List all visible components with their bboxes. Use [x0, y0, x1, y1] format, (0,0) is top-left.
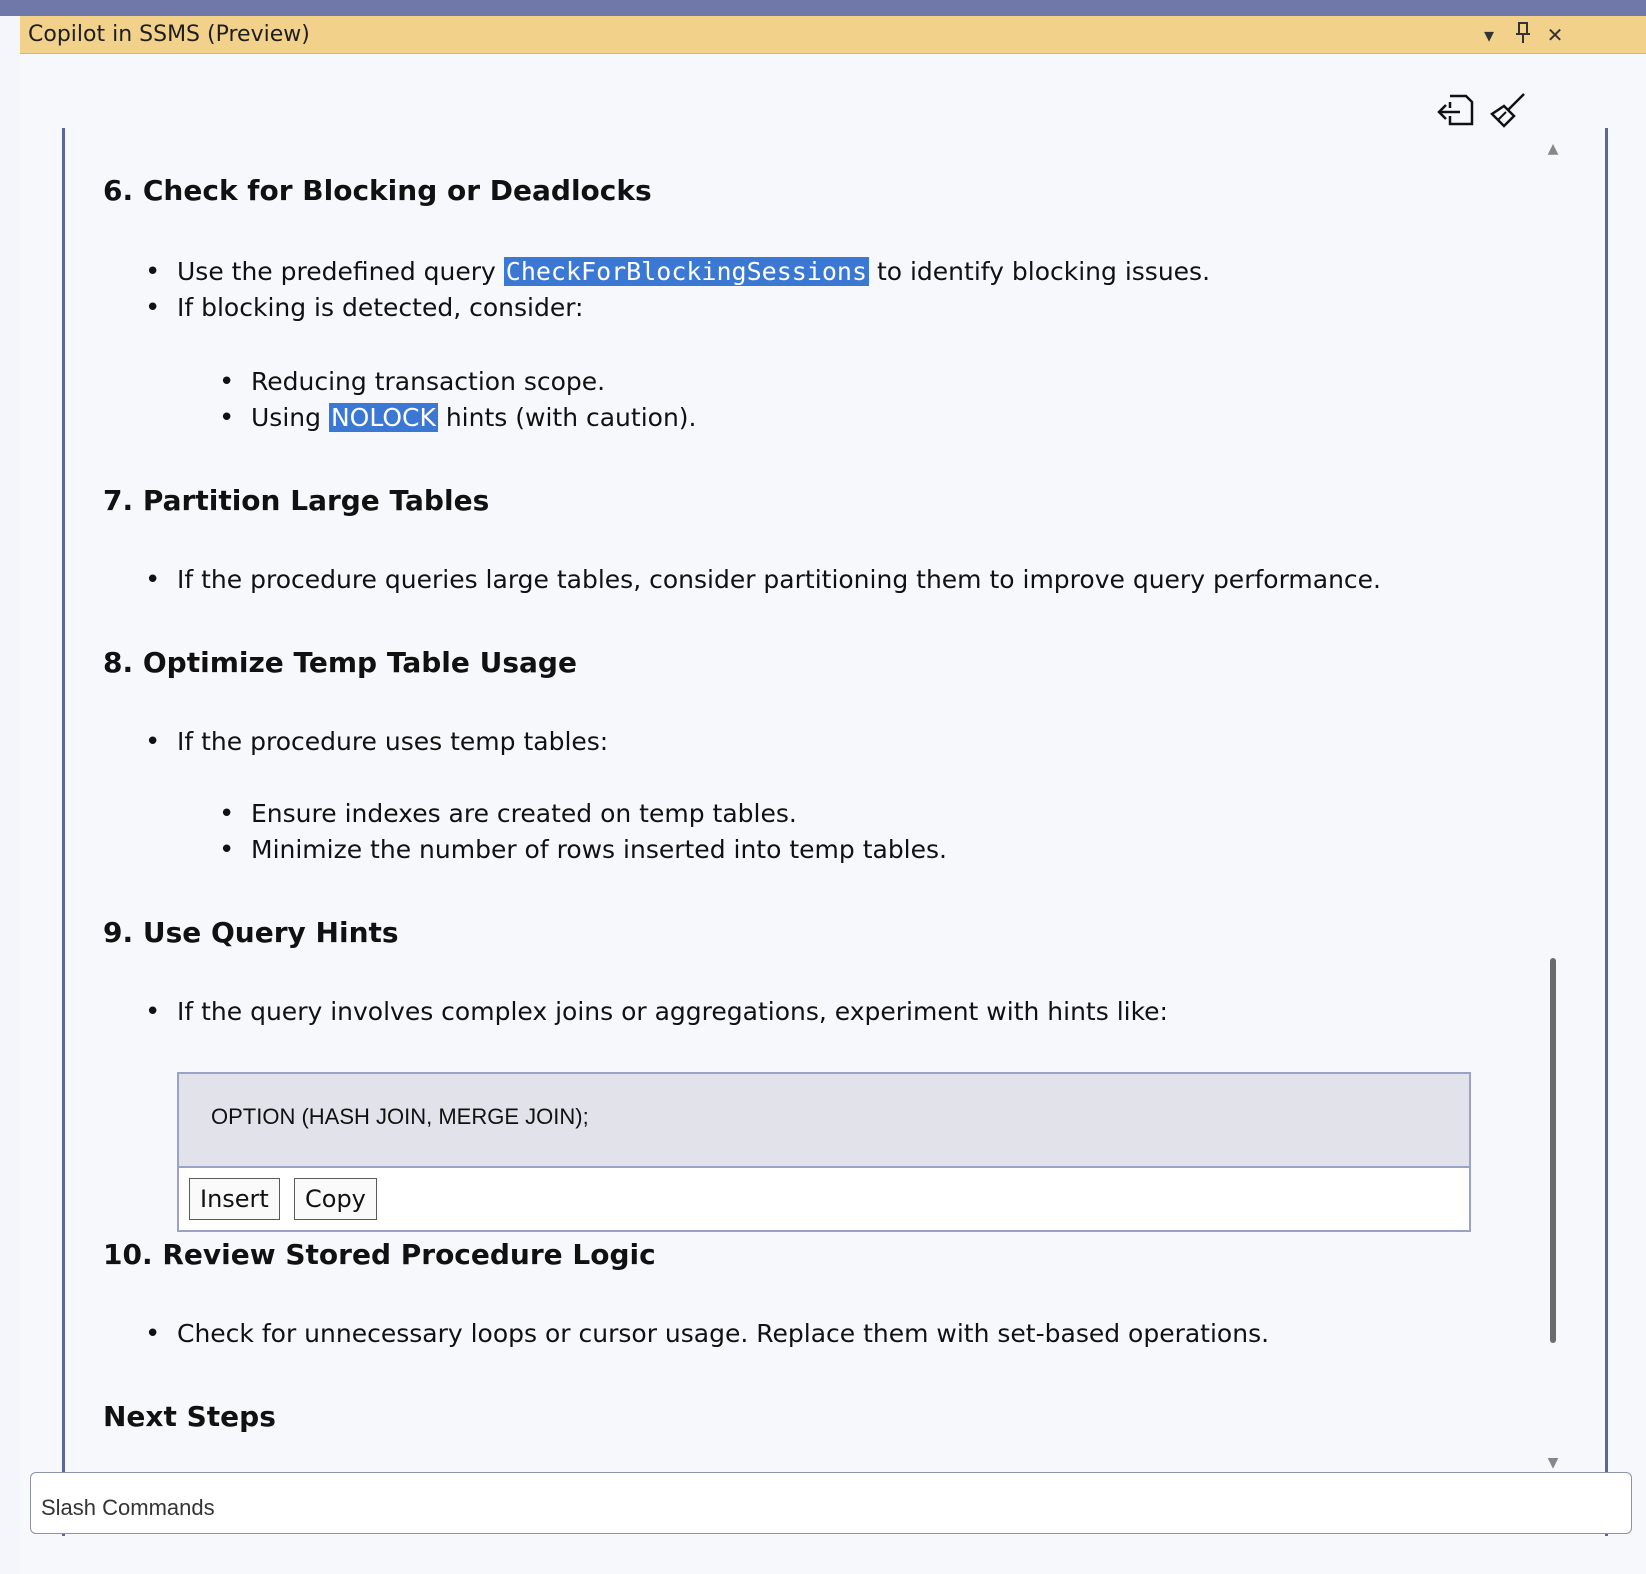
sub-list-item	[251, 402, 696, 434]
sub-list-item: • Ensure indexes are created on temp tables.	[251, 798, 797, 830]
vertical-scrollbar[interactable]	[1542, 128, 1564, 1548]
scroll-up-icon[interactable]: ▲	[1547, 141, 1559, 157]
section-heading: 9. Use Query Hints	[103, 916, 399, 949]
export-icon[interactable]	[1436, 88, 1480, 132]
tool-window-titlebar[interactable]	[20, 16, 1646, 54]
list-item-text: to identify blocking issues.	[869, 257, 1211, 286]
section-heading: 7. Partition Large Tables	[103, 484, 490, 517]
list-item-text: hints (with caution).	[437, 403, 697, 432]
section-heading: 10. Review Stored Procedure Logic	[103, 1238, 656, 1271]
list-item: • If the procedure queries large tables, consider partitioning them to improve query performance.	[177, 564, 1381, 596]
chat-input-placeholder: Slash Commands	[41, 1495, 215, 1520]
export-icon-graphic	[1436, 88, 1480, 132]
pin-icon[interactable]	[1510, 22, 1536, 48]
copy-button[interactable]: Copy	[294, 1178, 377, 1220]
list-item: • If the query involves complex joins or aggregations, experiment with hints like:	[177, 996, 1168, 1028]
inline-code: CheckForBlockingSessions	[505, 257, 867, 286]
chat-input[interactable]	[30, 1472, 1632, 1534]
list-item: • Check for unnecessary loops or cursor usage. Replace them with set-based operations.	[177, 1318, 1269, 1350]
list-item-text: Using	[251, 403, 329, 432]
section-heading: 6. Check for Blocking or Deadlocks	[103, 174, 652, 207]
section-heading: 8. Optimize Temp Table Usage	[103, 646, 577, 679]
insert-button[interactable]: Insert	[189, 1178, 280, 1220]
broom-icon-graphic	[1486, 88, 1530, 132]
pin-icon-graphic	[1514, 22, 1532, 44]
list-item: • If blocking is detected, consider:	[177, 292, 583, 324]
background-window-band	[0, 0, 20, 16]
sub-list-item: • Reducing transaction scope.	[251, 366, 605, 398]
copilot-tool-window	[20, 16, 1646, 1574]
close-icon[interactable]: ✕	[1546, 23, 1564, 47]
sub-list-item: • Minimize the number of rows inserted into temp tables.	[251, 834, 947, 866]
code-block-body[interactable]	[179, 1074, 1469, 1168]
list-item	[177, 256, 1210, 288]
window-title: Copilot in SSMS (Preview)	[28, 22, 310, 47]
clear-chat-icon[interactable]	[1486, 88, 1530, 132]
scrollbar-thumb[interactable]	[1550, 958, 1556, 1343]
list-item: • If the procedure uses temp tables:	[177, 726, 608, 758]
list-item-text: Use the predefined query	[177, 257, 504, 286]
section-heading: Next Steps	[103, 1400, 276, 1433]
window-dropdown-icon[interactable]: ▾	[1483, 23, 1495, 47]
inline-code: NOLOCK	[330, 403, 436, 432]
code-block	[177, 1072, 1471, 1232]
background-window-edge	[0, 0, 20, 1574]
chat-response-area	[62, 128, 1608, 1536]
scroll-down-icon[interactable]: ▼	[1547, 1455, 1559, 1471]
code-text: OPTION (HASH JOIN, MERGE JOIN);	[211, 1104, 589, 1129]
